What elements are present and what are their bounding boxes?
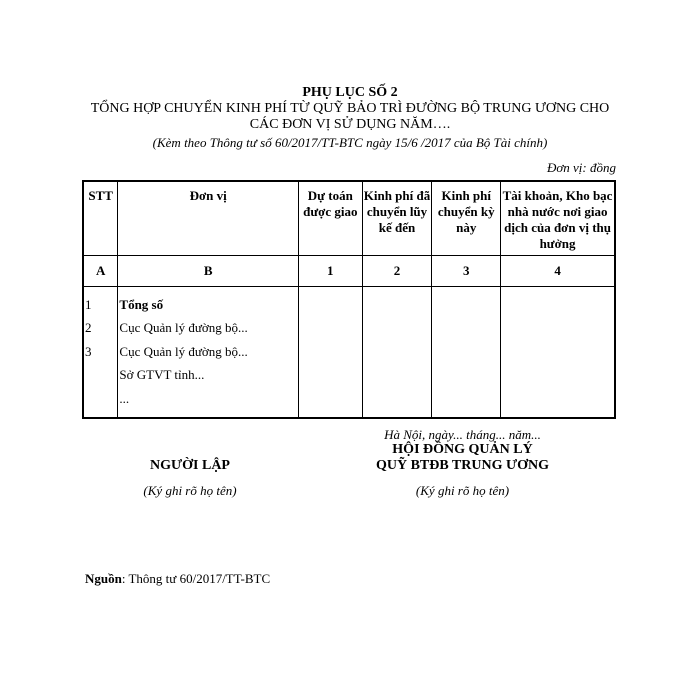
index-cell: 1: [298, 255, 362, 286]
estimate-column: [298, 286, 362, 418]
document-title: PHỤ LỤC SỐ 2: [302, 85, 398, 100]
this-period-column: [432, 286, 501, 418]
header-transferred-cumulative: Kinh phí đã chuyển lũy kế đến: [362, 181, 432, 255]
source-label: Nguồn: [85, 571, 122, 586]
table-header-row: [83, 181, 615, 255]
document-note: (Kèm theo Thông tư số 60/2017/TT-BTC ngày 15/6 /2017 của Bộ Tài chính): [152, 135, 548, 150]
creator-sign-note: (Ký ghi rõ họ tên): [143, 483, 237, 498]
transferred-column: [362, 286, 432, 418]
stt-value: 3: [85, 343, 92, 359]
table-body-row: [83, 286, 615, 418]
account-column: [501, 286, 615, 418]
unit-name: ...: [119, 390, 130, 406]
index-cell: 4: [501, 255, 615, 286]
creator-title: NGƯỜI LẬP: [150, 458, 230, 473]
unit-name: Sở GTVT tỉnh...: [119, 367, 205, 382]
index-cell: 3: [432, 255, 501, 286]
header-estimate: Dự toán được giao: [298, 181, 362, 255]
stt-value: 2: [85, 320, 92, 335]
board-title-line2: QUỸ BTĐB TRUNG ƯƠNG: [375, 458, 550, 473]
header-treasury-account: Tài khoản, Kho bạc nhà nước nơi giao dịch của đơn vị thụ hưởng: [501, 181, 615, 255]
unit-label: Đơn vị: đồng: [546, 160, 616, 175]
document-subtitle: TỔNG HỢP CHUYỂN KINH PHÍ TỪ QUỸ BẢO TRÌ ĐƯỜNG BỘ TRUNG ƯƠNG CHO CÁC ĐƠN VỊ SỬ DỤNG NĂM….: [90, 101, 610, 132]
index-cell: 2: [362, 255, 432, 286]
header-transfer-this-period: Kinh phí chuyển kỳ này: [432, 181, 501, 255]
stt-value: 1: [85, 296, 92, 312]
source-text: : Thông tư 60/2017/TT-BTC: [121, 571, 271, 586]
transfer-table: [82, 180, 616, 419]
header-stt: STT: [83, 181, 118, 255]
unit-name: Cục Quản lý đường bộ...: [119, 320, 248, 335]
source-line: [85, 571, 270, 587]
stt-column: [83, 286, 118, 418]
board-sign-note: (Ký ghi rõ họ tên): [415, 483, 510, 498]
header-unit: Đơn vị: [118, 181, 299, 255]
date-line: Hà Nội, ngày... tháng... năm...: [384, 427, 541, 442]
board-title-line1: HỘI ĐỒNG QUẢN LÝ: [392, 442, 533, 457]
index-cell: B: [118, 255, 299, 286]
unit-column: [118, 286, 299, 418]
unit-name-total: Tổng số: [119, 296, 164, 312]
table-index-row: [83, 255, 615, 286]
index-cell: A: [83, 255, 118, 286]
unit-name: Cục Quản lý đường bộ...: [119, 343, 248, 359]
